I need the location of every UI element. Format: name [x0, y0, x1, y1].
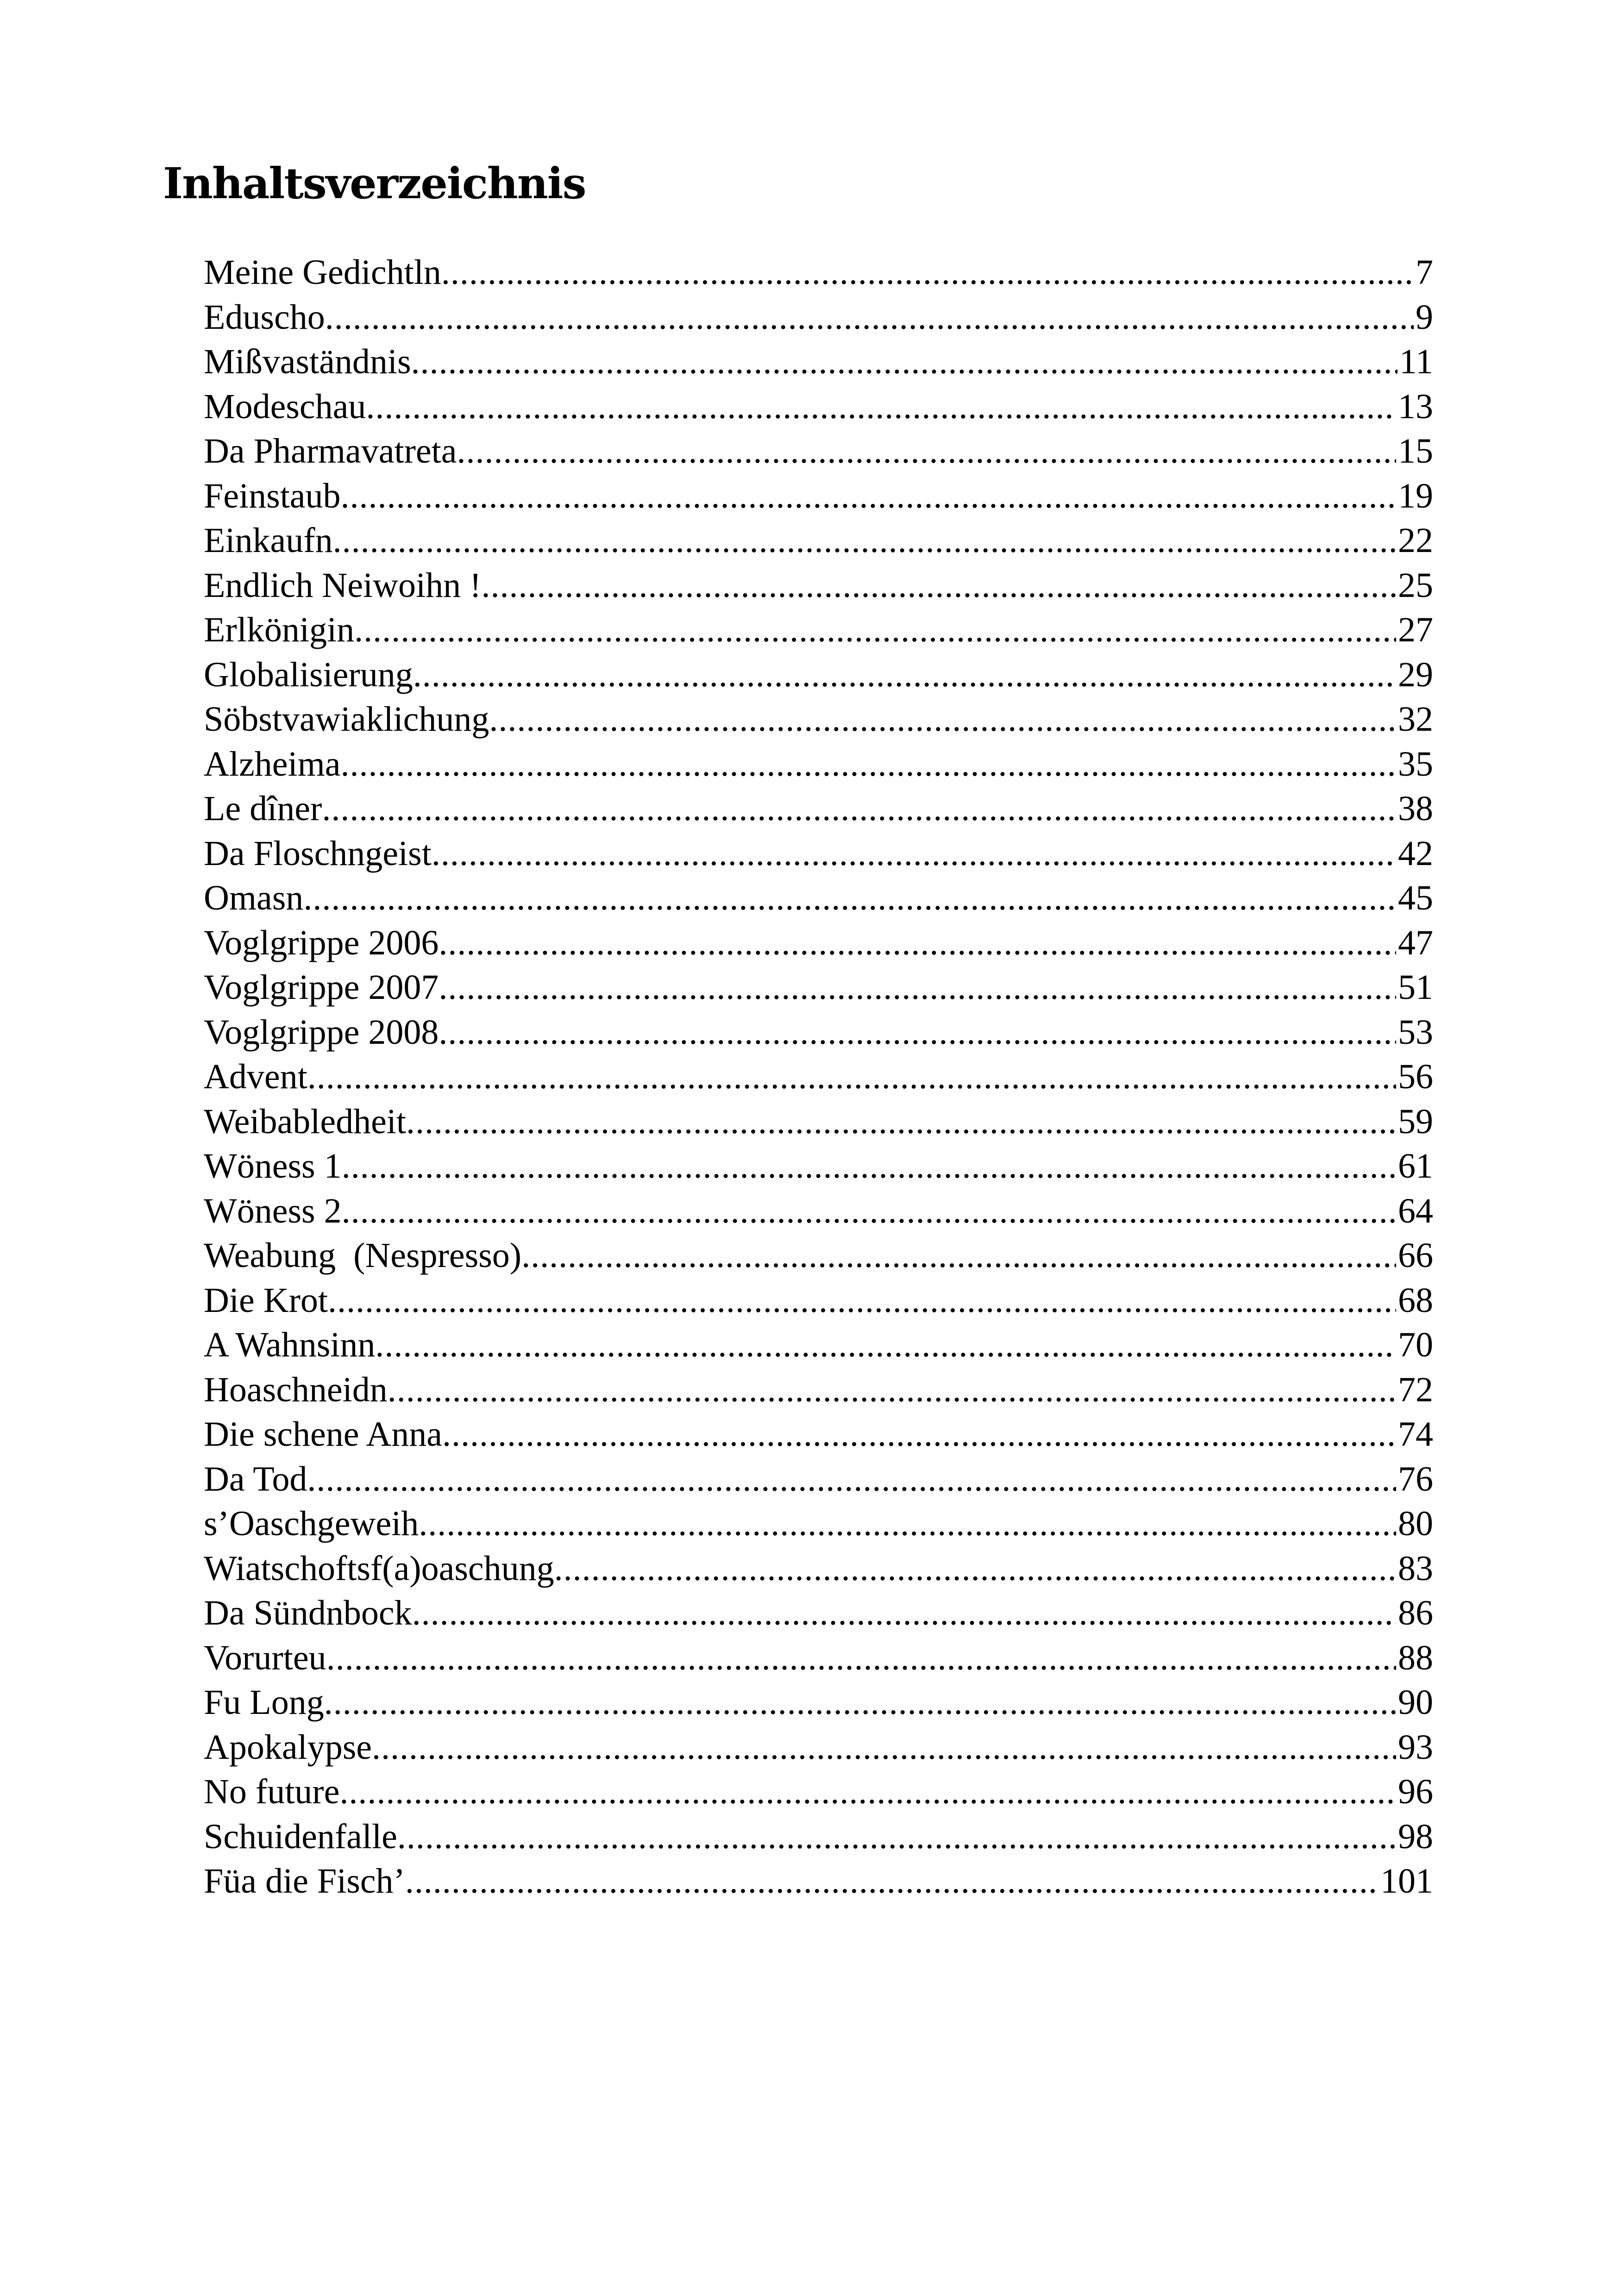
toc-entry-page-number: 29: [1398, 655, 1433, 694]
toc-entry-page-number: 96: [1398, 1772, 1433, 1811]
toc-entry-page-number: 70: [1398, 1325, 1433, 1364]
toc-entry: [204, 384, 1433, 429]
toc-entry-title: Fu Long: [204, 1683, 324, 1722]
toc-entry-page-number: 42: [1398, 834, 1433, 873]
toc-entry-page-number: 38: [1398, 789, 1433, 828]
toc-entry-page-number: 56: [1398, 1057, 1433, 1096]
toc-heading: Inhaltsverzeichnis: [163, 158, 586, 208]
toc-dot-leader: [372, 1725, 1396, 1770]
toc-list: [204, 250, 1433, 1904]
toc-entry: [204, 339, 1433, 384]
toc-entry-title: No future: [204, 1772, 340, 1811]
toc-entry-page-number: 80: [1398, 1504, 1433, 1543]
toc-entry: [204, 295, 1433, 340]
toc-dot-leader: [322, 786, 1396, 831]
toc-entry-title: Feinstaub: [204, 476, 341, 515]
toc-entry: [204, 876, 1433, 921]
toc-entry: [204, 1368, 1433, 1412]
toc-entry: [204, 1546, 1433, 1591]
toc-entry-title: Advent: [204, 1057, 307, 1096]
toc-entry: [204, 563, 1433, 608]
toc-entry-page-number: 76: [1398, 1459, 1433, 1499]
toc-dot-leader: [325, 295, 1414, 340]
toc-entry-title: Modeschau: [204, 387, 366, 426]
toc-dot-leader: [413, 652, 1396, 697]
toc-entry-page-number: 27: [1398, 610, 1433, 649]
toc-entry-page-number: 47: [1398, 923, 1433, 962]
toc-entry: [204, 786, 1433, 831]
toc-entry-title: Globalisierung: [204, 655, 413, 694]
toc-dot-leader: [307, 1054, 1396, 1099]
toc-entry: [204, 1144, 1433, 1189]
toc-entry: [204, 1769, 1433, 1814]
toc-entry: [204, 1814, 1433, 1859]
toc-entry: [204, 250, 1433, 295]
toc-dot-leader: [439, 1010, 1396, 1055]
toc-entry: [204, 608, 1433, 652]
toc-entry-page-number: 53: [1398, 1012, 1433, 1052]
toc-entry-title: Omasn: [204, 878, 304, 917]
toc-entry: [204, 1323, 1433, 1368]
toc-dot-leader: [303, 876, 1396, 921]
toc-entry-page-number: 25: [1398, 565, 1433, 605]
toc-entry: [204, 1278, 1433, 1323]
toc-entry-title: Schuidenfalle: [204, 1817, 397, 1856]
toc-dot-leader: [457, 429, 1396, 474]
toc-dot-leader: [333, 518, 1396, 563]
toc-dot-leader: [340, 742, 1396, 787]
toc-dot-leader: [419, 1501, 1396, 1546]
toc-entry-title: Hoaschneidn: [204, 1370, 388, 1409]
toc-entry-page-number: 15: [1398, 432, 1433, 470]
toc-dot-leader: [405, 1859, 1379, 1904]
toc-entry-title: Alzheima: [204, 744, 341, 784]
toc-entry: [204, 1859, 1433, 1904]
toc-entry-page-number: 61: [1398, 1147, 1433, 1186]
toc-entry: [204, 697, 1433, 742]
toc-entry-title: Da Tod: [204, 1459, 307, 1499]
toc-entry: [204, 1010, 1433, 1055]
toc-entry: [204, 1457, 1433, 1502]
toc-entry: [204, 652, 1433, 697]
toc-entry-title: Wöness 1: [204, 1147, 342, 1186]
toc-entry-title: Die schene Anna: [204, 1415, 442, 1454]
toc-dot-leader: [432, 831, 1396, 876]
toc-entry-title: Einkaufn: [204, 521, 333, 560]
toc-entry-title: Da Sündnbock: [204, 1593, 412, 1632]
toc-dot-leader: [324, 1680, 1396, 1725]
toc-entry: [204, 1099, 1433, 1144]
toc-dot-leader: [439, 965, 1396, 1010]
toc-entry-page-number: 11: [1399, 342, 1433, 381]
toc-dot-leader: [342, 1189, 1396, 1234]
toc-entry-page-number: 19: [1398, 476, 1433, 515]
toc-dot-leader: [412, 1591, 1396, 1636]
toc-entry-page-number: 45: [1398, 878, 1433, 917]
toc-entry-page-number: 51: [1398, 968, 1433, 1007]
toc-entry-page-number: 64: [1398, 1191, 1433, 1230]
toc-entry-page-number: 66: [1398, 1236, 1433, 1275]
toc-entry: [204, 1054, 1433, 1099]
toc-entry-page-number: 35: [1398, 744, 1433, 784]
toc-entry-page-number: 101: [1380, 1862, 1433, 1901]
toc-entry-title: Da Pharmavatreta: [204, 432, 457, 470]
toc-entry-title: Da Floschngeist: [204, 834, 432, 873]
toc-entry-title: Meine Gedichtln: [204, 253, 441, 292]
toc-dot-leader: [375, 1323, 1396, 1368]
toc-entry: [204, 518, 1433, 563]
toc-entry: [204, 429, 1433, 474]
toc-entry: [204, 921, 1433, 966]
toc-entry-title: Weibabledheit: [204, 1102, 407, 1141]
toc-dot-leader: [326, 1636, 1396, 1681]
toc-dot-leader: [341, 474, 1396, 519]
toc-entry-page-number: 13: [1398, 387, 1433, 426]
toc-entry-title: Wöness 2: [204, 1191, 342, 1230]
toc-entry: [204, 742, 1433, 787]
toc-entry-title: Weabung (Nespresso): [204, 1236, 522, 1275]
toc-entry-page-number: 93: [1398, 1727, 1433, 1767]
toc-entry-title: s’Oaschgeweih: [204, 1504, 419, 1543]
toc-entry: [204, 1189, 1433, 1234]
toc-entry: [204, 1412, 1433, 1457]
toc-entry: [204, 1501, 1433, 1546]
toc-dot-leader: [342, 1144, 1396, 1189]
toc-dot-leader: [441, 250, 1414, 295]
toc-entry-page-number: 72: [1398, 1370, 1433, 1409]
toc-dot-leader: [397, 1814, 1396, 1859]
toc-entry: [204, 1233, 1433, 1278]
toc-dot-leader: [354, 608, 1396, 652]
toc-entry-title: Söbstvawiaklichung: [204, 700, 489, 739]
toc-entry-title: Le dîner: [204, 789, 322, 828]
toc-entry-title: A Wahnsinn: [204, 1325, 376, 1364]
toc-entry-title: Endlich Neiwoihn !: [204, 565, 482, 605]
toc-entry-title: Füa die Fisch’: [204, 1862, 405, 1901]
toc-entry-page-number: 83: [1398, 1549, 1433, 1588]
toc-entry: [204, 1680, 1433, 1725]
toc-dot-leader: [521, 1233, 1396, 1278]
toc-entry-page-number: 22: [1398, 521, 1433, 560]
toc-entry-title: Vorurteu: [204, 1638, 326, 1677]
toc-entry-title: Die Krot: [204, 1280, 328, 1320]
toc-dot-leader: [439, 921, 1396, 966]
toc-dot-leader: [554, 1546, 1396, 1591]
toc-dot-leader: [442, 1412, 1396, 1457]
toc-entry: [204, 474, 1433, 519]
toc-entry-page-number: 7: [1416, 253, 1433, 292]
toc-entry: [204, 1591, 1433, 1636]
toc-dot-leader: [328, 1278, 1396, 1323]
toc-dot-leader: [388, 1368, 1396, 1412]
toc-dot-leader: [489, 697, 1396, 742]
toc-entry-title: Voglgrippe 2007: [204, 968, 439, 1007]
toc-entry-page-number: 74: [1398, 1415, 1433, 1454]
toc-dot-leader: [406, 1099, 1396, 1144]
toc-entry-page-number: 59: [1398, 1102, 1433, 1141]
toc-dot-leader: [339, 1769, 1396, 1814]
toc-entry-title: Voglgrippe 2008: [204, 1012, 439, 1052]
toc-entry-title: Voglgrippe 2006: [204, 923, 439, 962]
toc-entry: [204, 965, 1433, 1010]
toc-entry-title: Mißvaständnis: [204, 342, 411, 381]
toc-dot-leader: [366, 384, 1396, 429]
toc-entry-page-number: 32: [1398, 700, 1433, 739]
toc-entry-title: Eduscho: [204, 297, 325, 337]
toc-entry-page-number: 98: [1398, 1817, 1433, 1856]
toc-entry-page-number: 86: [1398, 1593, 1433, 1632]
toc-entry-title: Erlkönigin: [204, 610, 355, 649]
toc-entry-page-number: 68: [1398, 1280, 1433, 1320]
toc-entry-page-number: 90: [1398, 1683, 1433, 1722]
toc-entry: [204, 1725, 1433, 1770]
toc-dot-leader: [481, 563, 1396, 608]
toc-entry-page-number: 9: [1416, 297, 1433, 337]
toc-entry-title: Apokalypse: [204, 1727, 372, 1767]
toc-entry: [204, 1636, 1433, 1681]
toc-entry-title: Wiatschoftsf(a)oaschung: [204, 1549, 554, 1588]
toc-dot-leader: [307, 1457, 1396, 1502]
toc-entry-page-number: 88: [1398, 1638, 1433, 1677]
toc-entry: [204, 831, 1433, 876]
toc-dot-leader: [411, 339, 1398, 384]
